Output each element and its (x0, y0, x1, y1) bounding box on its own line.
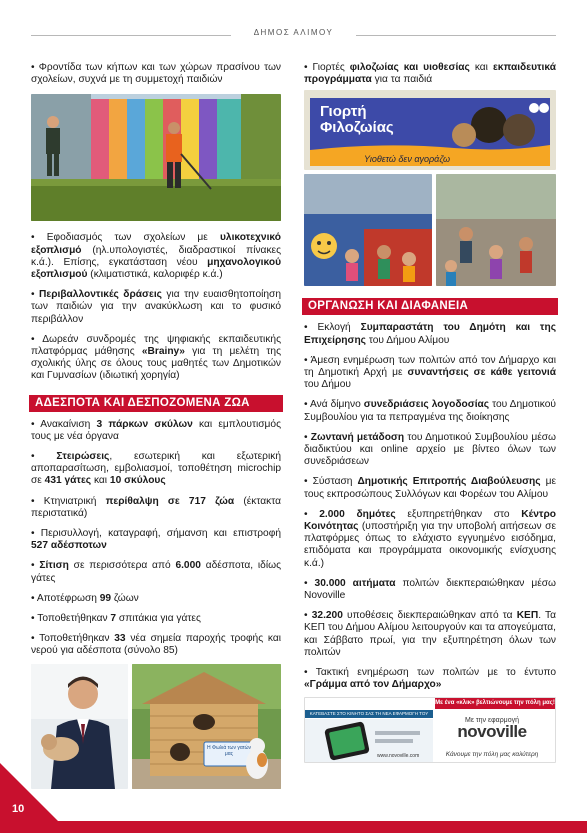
novoville-top-banner: Με ένα «κλικ» βελτιώνουμε την πόλη μας! (435, 698, 555, 709)
list-item: • Τοποθετήθηκαν 33 νέα σημεία παροχής τροφής και νερού για αδέσποτα (σύνολο 85) (31, 633, 281, 657)
novoville-logo: novoville (457, 722, 527, 742)
list-item: • 32.200 υποθέσεις διεκπεραιώθηκαν από τα ΚΕΠ. Τα ΚΕΠ του Δήμου Αλίμου λειτουργούν και τα απογεύματα, και Σάββατο πρωί, για την εξυπηρέτηση όλων των πολιτών (304, 610, 556, 659)
event-photos-row (304, 174, 556, 286)
header-rule-right (356, 35, 556, 36)
list-item: • Εφοδιασμός των σχολείων με υλικοτεχνικό εξοπλισμό (ηλ.υπολογιστές, διαδραστικοί πίνακες κ.ά.). Επίσης, εγκατάσταση νέου μηχανολογικού εξοπλισμού (κλιματιστικά, καλοριφέρ κ.ά.) (31, 232, 281, 281)
list-item: • Σύσταση Δημοτικής Επιτροπής Διαβούλευσης με τους εκπροσώπους Συλλόγων και Φορέων του Αλίμου (304, 476, 556, 500)
left-column (31, 62, 281, 789)
banner-title-line2: Φιλοζωίας (320, 119, 394, 137)
event-photo-2-art (436, 174, 556, 286)
section-title-animals: ΑΔΕΣΠΟΤΑ ΚΑΙ ΔΕΣΠΟΖΟΜΕΝΑ ΖΩΑ (29, 395, 283, 412)
novoville-with-app: Με την εφαρμογή (464, 717, 519, 725)
novoville-ad (304, 697, 556, 763)
school-garden-photo (31, 94, 281, 221)
children-event-photo-2 (436, 174, 556, 286)
header-title: ΔΗΜΟΣ ΑΛΙΜΟΥ (253, 28, 334, 37)
list-item: • Εκλογή Συμπαραστάτη του Δημότη και της Επιχείρησης του Δήμου Αλίμου (304, 322, 556, 346)
section-title-organization: ΟΡΓΑΝΩΣΗ ΚΑΙ ΔΙΑΦΑΝΕΙΑ (302, 298, 558, 315)
list-item: • Περιβαλλοντικές δράσεις για την ευαισθητοποίηση των παιδιών για την ανακύκλωση και το φυσικό περιβάλλον (31, 289, 281, 326)
list-item: • Περισυλλογή, καταγραφή, σήμανση και επιστροφή 527 αδέσποτων (31, 528, 281, 552)
novoville-site: www.novoville.com (377, 753, 420, 760)
cat-house-photo (132, 664, 281, 789)
event-photo-1-art (304, 174, 432, 286)
cat-house-art (132, 664, 281, 789)
list-item: • Ανά δίμηνο συνεδριάσεις λογοδοσίας του Δημοτικού Συμβουλίου για τα πεπραγμένα της διοίκησης (304, 399, 556, 423)
page-number: 10 (12, 803, 25, 815)
list-item: • Ζωντανή μετάδοση του Δημοτικού Συμβουλίου μέσω διαδικτύου και online αρχείο με βίντεο όλων των συνεδριάσεων (304, 432, 556, 469)
list-item: • Άμεση ενημέρωση των πολιτών από τον Δήμαρχο και τη Δημοτική Αρχή με συναντήσεις σε κάθε γειτονιά του Δήμου (304, 355, 556, 392)
garden-photo-art (31, 94, 281, 221)
footer-strip (0, 821, 587, 833)
list-item: • Τοποθετήθηκαν 7 σπιτάκια για γάτες (31, 613, 281, 625)
novoville-download-strip: ΚΑΤΕΒΑΣΤΕ ΣΤΟ ΚΙΝΗΤΟ ΣΑΣ ΤΗ ΝΕΑ ΕΦΑΡΜΟΓΗ ΤΟΥ (305, 710, 433, 718)
page-corner-triangle (0, 763, 70, 833)
list-item: • Στειρώσεις, εσωτερική και εξωτερική αποπαρασίτωση, εμβολιασμοί, τοποθέτηση microchip σε 431 γάτες και 10 σκύλους (31, 451, 281, 488)
novoville-slogan: Κάνουμε την πόλη μας καλύτερη (445, 751, 539, 759)
list-item: • Φροντίδα των κήπων και των χώρων πρασίνου των σχολείων, συχνά με τη συμμετοχή παιδιών (31, 62, 281, 86)
list-item: • Αποτέφρωση 99 ζώων (31, 593, 281, 605)
list-item: • Τακτική ενημέρωση των πολιτών με το έντυπο «Γράμμα από τον Δήμαρχο» (304, 667, 556, 691)
right-column (304, 62, 556, 763)
list-item: • Δωρεάν συνδρομές της ψηφιακής εκπαιδευτικής πλατφόρμας μάθησης «Brainy» για τη μελέτη της σχολικής ύλης σε όλους τους μαθητές των Δημοτικών και Γυμνασίων (ιδιωτική χορηγία) (31, 334, 281, 383)
list-item: • 30.000 αιτήματα πολιτών διεκπεραιώθηκαν μέσω Novoville (304, 578, 556, 602)
animal-festival-banner (304, 90, 556, 170)
children-event-photo-1 (304, 174, 432, 286)
cat-house-sign: Η Φωλιά των γατών μας (206, 744, 252, 757)
banner-title-line1: Γιορτή (320, 103, 367, 121)
list-item: • Γιορτές φιλοζωίας και υιοθεσίας και εκπαιδευτικά προγράμματα για τα παιδιά (304, 62, 556, 86)
banner-subtitle: Υιοθετώ δεν αγοράζω (364, 154, 451, 165)
list-item: • Ανακαίνιση 3 πάρκων σκύλων και εμπλουτισμός τους με νέα όργανα (31, 419, 281, 443)
list-item: • Σίτιση σε περισσότερα από 6.000 αδέσποτα, ιδίως γάτες (31, 560, 281, 584)
list-item: • 2.000 δημότες εξυπηρετήθηκαν στο Κέντρο Κοινότητας (υποστήριξη για την υποβολή αιτήσεων σε πλατφόρμες όπως το ελάχιστο εγγυημένο εισόδημα, επιδόματα και προγράμματα οικονομικής ενίσχυσης κ.ά.) (304, 509, 556, 570)
list-item: • Κτηνιατρική περίθαλψη σε 717 ζώα (έκτακτα περιστατικά) (31, 496, 281, 520)
